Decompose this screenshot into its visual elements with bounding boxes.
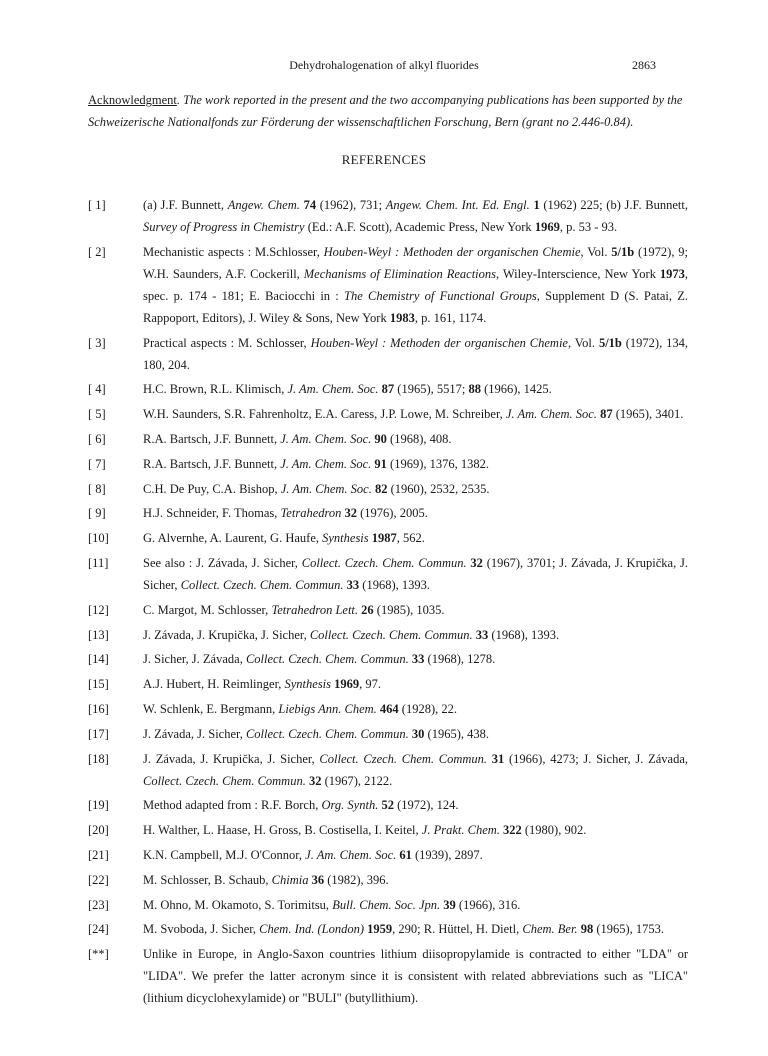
reference-number: [ 4] bbox=[88, 382, 106, 397]
reference-text: M. Schlosser, B. Schaub, Chimia 36 (1982), 396. bbox=[143, 872, 389, 887]
reference-entry bbox=[88, 869, 688, 891]
reference-number: [12] bbox=[88, 602, 109, 617]
reference-entry bbox=[88, 378, 688, 400]
reference-text: C.H. De Puy, C.A. Bishop, J. Am. Chem. Soc. 82 (1960), 2532, 2535. bbox=[143, 481, 490, 496]
reference-number: [ 9] bbox=[88, 506, 106, 521]
reference-entry bbox=[88, 624, 688, 646]
references-list bbox=[88, 194, 688, 1012]
reference-text: R.A. Bartsch, J.F. Bunnett, J. Am. Chem. Soc. 90 (1968), 408. bbox=[143, 431, 452, 446]
reference-number: [17] bbox=[88, 726, 109, 741]
reference-number: [24] bbox=[88, 922, 109, 937]
reference-number: [15] bbox=[88, 677, 109, 692]
reference-entry bbox=[88, 723, 688, 745]
reference-number: [22] bbox=[88, 872, 109, 887]
reference-text: K.N. Campbell, M.J. O'Connor, J. Am. Chem. Soc. 61 (1939), 2897. bbox=[143, 847, 483, 862]
acknowledgment-text: The work reported in the present and the two accompanying publications has been supported by the Schweizerische Nationalfonds zur Förderung der wissenschaftlichen Forschung, Bern (grant no 2.446-0.84). bbox=[88, 93, 683, 129]
acknowledgment-label: Acknowledgment bbox=[88, 93, 177, 107]
reference-entry bbox=[88, 453, 688, 475]
reference-entry bbox=[88, 599, 688, 621]
reference-number: [**] bbox=[88, 947, 109, 962]
reference-entry bbox=[88, 794, 688, 816]
reference-number: [10] bbox=[88, 531, 109, 546]
reference-text: See also : J. Závada, J. Sicher, Collect. Czech. Chem. Commun. 32 (1967), 3701; J. Závada, J. Krupička, J. Sicher, Collect. Czech. Chem. Commun. 33 (1968), 1393. bbox=[143, 555, 688, 592]
reference-entry bbox=[88, 648, 688, 670]
reference-entry bbox=[88, 918, 688, 940]
reference-entry bbox=[88, 502, 688, 524]
reference-text: G. Alvernhe, A. Laurent, G. Haufe, Synthesis 1987, 562. bbox=[143, 531, 425, 546]
reference-number: [ 8] bbox=[88, 481, 106, 496]
reference-number: [23] bbox=[88, 897, 109, 912]
reference-entry bbox=[88, 844, 688, 866]
reference-entry bbox=[88, 478, 688, 500]
reference-number: [20] bbox=[88, 823, 109, 838]
reference-number: [18] bbox=[88, 751, 109, 766]
reference-text: R.A. Bartsch, J.F. Bunnett, J. Am. Chem. Soc. 91 (1969), 1376, 1382. bbox=[143, 456, 489, 471]
reference-entry bbox=[88, 428, 688, 450]
reference-text: Practical aspects : M. Schlosser, Houben-Weyl : Methoden der organischen Chemie, Vol. 5/1b (1972), 134, 180, 204. bbox=[143, 335, 688, 372]
references-heading: REFERENCES bbox=[341, 152, 427, 167]
acknowledgment-period: . bbox=[176, 93, 184, 107]
reference-text: H. Walther, L. Haase, H. Gross, B. Costisella, I. Keitel, J. Prakt. Chem. 322 (1980), 902. bbox=[143, 823, 587, 838]
reference-number: [14] bbox=[88, 652, 109, 667]
reference-entry bbox=[88, 698, 688, 720]
reference-entry bbox=[88, 748, 688, 792]
reference-entry bbox=[88, 552, 688, 596]
reference-entry bbox=[88, 819, 688, 841]
reference-number: [ 6] bbox=[88, 431, 106, 446]
reference-text: J. Závada, J. Krupička, J. Sicher, Collect. Czech. Chem. Commun. 31 (1966), 4273; J. Sicher, J. Závada, Collect. Czech. Chem. Commun. 32 (1967), 2122. bbox=[143, 751, 689, 788]
reference-text: A.J. Hubert, H. Reimlinger, Synthesis 1969, 97. bbox=[143, 677, 382, 692]
reference-entry bbox=[88, 403, 688, 425]
reference-text: Method adapted from : R.F. Borch, Org. Synth. 52 (1972), 124. bbox=[143, 798, 459, 813]
reference-number: [19] bbox=[88, 798, 109, 813]
reference-text: M. Ohno, M. Okamoto, S. Torimitsu, Bull. Chem. Soc. Jpn. 39 (1966), 316. bbox=[143, 897, 521, 912]
reference-entry bbox=[88, 332, 688, 376]
reference-entry bbox=[88, 194, 688, 238]
reference-text: M. Svoboda, J. Sicher, Chem. Ind. (London) 1959, 290; R. Hüttel, H. Dietl, Chem. Ber. 98 (1965), 1753. bbox=[143, 922, 665, 937]
reference-text: C. Margot, M. Schlosser, Tetrahedron Lett. 26 (1985), 1035. bbox=[143, 602, 445, 617]
reference-number: [ 1] bbox=[88, 198, 106, 212]
running-header-title: Dehydrohalogenation of alkyl fluorides bbox=[289, 58, 479, 72]
reference-number: [16] bbox=[88, 701, 109, 716]
reference-number: [11] bbox=[88, 555, 109, 570]
reference-text: H.J. Schneider, F. Thomas, Tetrahedron 32 (1976), 2005. bbox=[143, 506, 428, 521]
reference-entry bbox=[88, 241, 688, 329]
reference-text: W. Schlenk, E. Bergmann, Liebigs Ann. Chem. 464 (1928), 22. bbox=[143, 701, 457, 716]
reference-number: [ 3] bbox=[88, 335, 106, 350]
reference-text: J. Sicher, J. Závada, Collect. Czech. Chem. Commun. 33 (1968), 1278. bbox=[143, 652, 496, 667]
reference-entry bbox=[88, 943, 688, 1009]
reference-number: [ 2] bbox=[88, 244, 106, 259]
reference-text: J. Závada, J. Sicher, Collect. Czech. Chem. Commun. 30 (1965), 438. bbox=[143, 726, 489, 741]
reference-entry bbox=[88, 527, 688, 549]
page-number: 2863 bbox=[632, 58, 656, 72]
reference-text: J. Závada, J. Krupička, J. Sicher, Collect. Czech. Chem. Commun. 33 (1968), 1393. bbox=[143, 627, 560, 642]
reference-number: [ 5] bbox=[88, 407, 106, 422]
reference-text: W.H. Saunders, S.R. Fahrenholtz, E.A. Caress, J.P. Lowe, M. Schreiber, J. Am. Chem. Soc. 87 (1965), 3401. bbox=[143, 407, 684, 422]
acknowledgment-paragraph bbox=[88, 89, 688, 133]
reference-text: H.C. Brown, R.L. Klimisch, J. Am. Chem. Soc. 87 (1965), 5517; 88 (1966), 1425. bbox=[143, 382, 552, 397]
reference-number: [ 7] bbox=[88, 456, 106, 471]
reference-entry bbox=[88, 673, 688, 695]
reference-number: [13] bbox=[88, 627, 109, 642]
reference-number: [21] bbox=[88, 847, 109, 862]
reference-text: Mechanistic aspects : M.Schlosser, Houben-Weyl : Methoden der organischen Chemie, Vol. 5/1b (1972), 9; W.H. Saunders, A.F. Cockerill, Mechanisms of Elimination Reactions, Wiley-Interscience, New York 1973, spec. p. 174 - 181; E. Baciocchi in : The Chemistry of Functional Groups, Supplement D (S. Patai, Z. Rappoport, Editors), J. Wiley & Sons, New York 1983, p. 161, 1174. bbox=[143, 244, 689, 325]
reference-text: (a) J.F. Bunnett, Angew. Chem. 74 (1962), 731; Angew. Chem. Int. Ed. Engl. 1 (1962) 225; (b) J.F. Bunnett, Survey of Progress in Chemistry (Ed.: A.F. Scott), Academic Press, New York 1969, p. 53 - 93. bbox=[143, 198, 688, 234]
reference-text: Unlike in Europe, in Anglo-Saxon countries lithium diisopropylamide is contracted to either "LDA" or "LIDA". We prefer the latter acronym since it is consistent with related abbreviations such as "LICA" (lithium dicyclohexylamide) or "BULI" (butyllithium). bbox=[143, 947, 688, 1006]
reference-entry bbox=[88, 894, 688, 916]
